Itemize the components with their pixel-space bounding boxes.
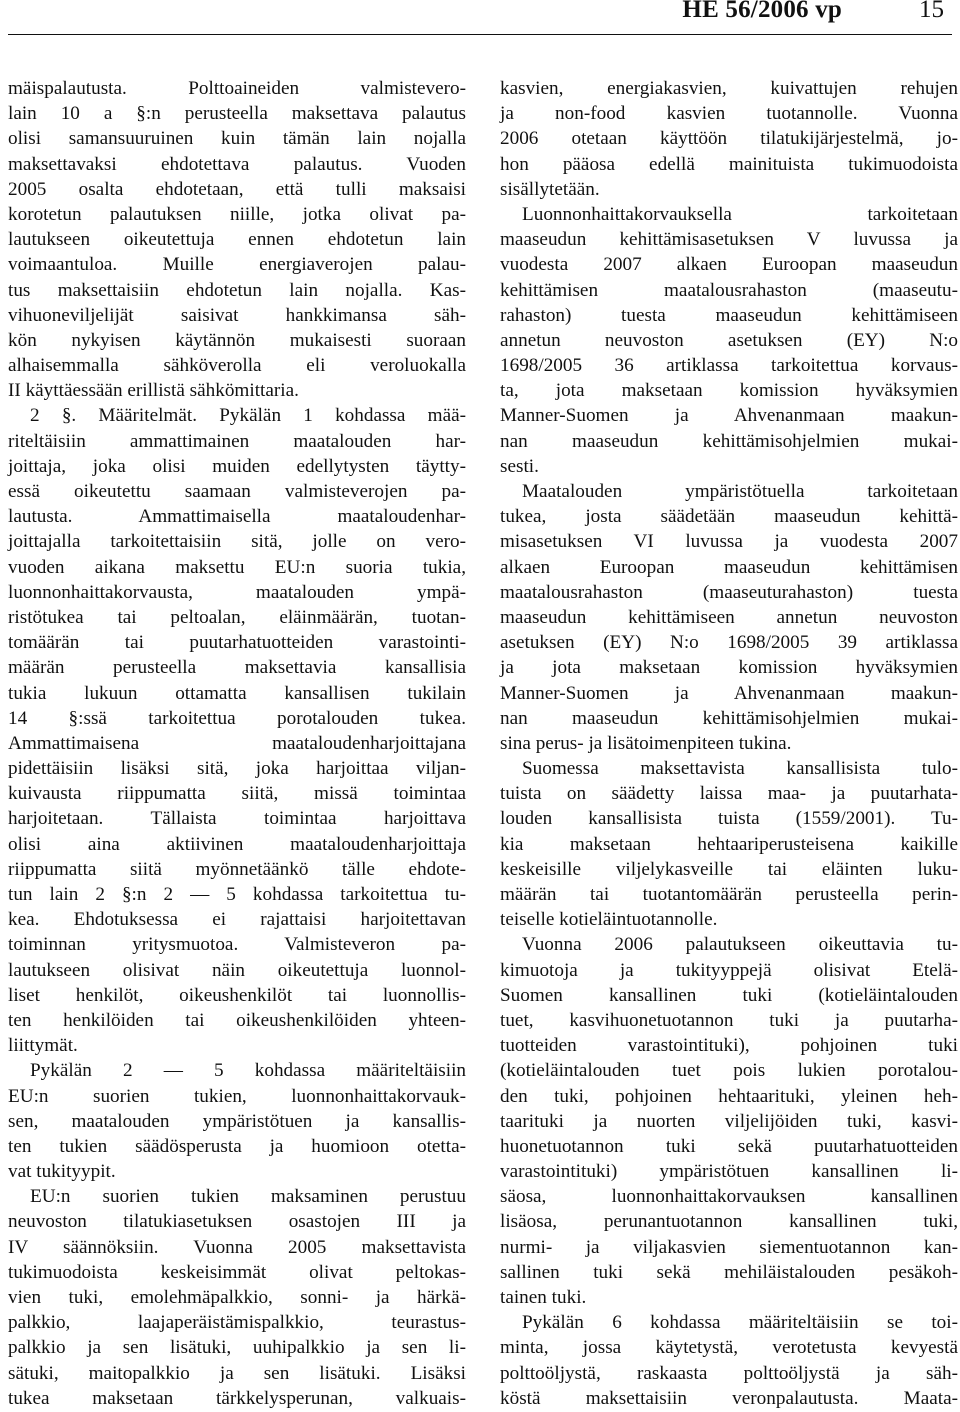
text-line: nan maaseudun kehittämisohjelmien mukai- [500, 430, 958, 452]
text-line: 1698/2005 36 artiklassa tarkoitettua korvaus- [500, 355, 958, 377]
text-line: essä oikeutettu saamaan valmisteverojen pa- [8, 481, 466, 502]
page-number: 15 [919, 0, 944, 23]
text-line: Pykälän 2 — 5 kohdassa määriteltäisiin [30, 1060, 466, 1082]
text-line: rahaston) tuesta maaseudun kehittämiseen [500, 304, 958, 326]
text-line: tukimuodoista keskeisimmät olivat peltokas- [8, 1261, 466, 1283]
text-line: riippumatta siitä myönnetäänkö tälle ehdote- [8, 858, 466, 880]
text-line: lautukseen olisivat näin oikeutettuja luonnol- [8, 959, 466, 981]
text-line: kia maksetaan hehtaariperusteisena kaikille [500, 833, 958, 855]
text-line: voimaantuloa. Muille energiaverojen palau- [8, 254, 466, 276]
text-line: säosa, luonnonhaittakorvauksen kansallinen [500, 1186, 958, 1208]
text-line: lautusta. Ammattimaisella maataloudenhar- [8, 506, 466, 528]
text-line: polttoöljystä, raskaasta polttoöljystä ja säh- [500, 1362, 958, 1384]
text-line: kehittämisen maatalousrahaston (maaseutu- [500, 279, 958, 301]
text-line: mäispalautusta. Polttoaineiden valmistevero- [8, 78, 466, 99]
text-line: maatalousrahaston (maaseuturahaston) tuesta [500, 581, 958, 603]
text-line: tukea, josta säädetään maaseudun kehittä- [500, 506, 958, 528]
text-line: EU:n suorien tukien, luonnonhaittakorvauk- [8, 1085, 466, 1107]
text-line: maksettavaksi ehdotettava palautus. Vuoden [8, 153, 466, 175]
text-line: sallinen tuki sekä mehiläistalouden pesäkoh- [500, 1261, 958, 1283]
text-line: 2005 osalta ehdotetaan, että tulli maksaisi [8, 178, 466, 200]
text-line: huonetuotannon tuki sekä puutarhatuotteiden [500, 1135, 958, 1157]
text-line: ja non-food kasvien tuotannolle. Vuonna [500, 103, 958, 125]
text-line: sen, maatalouden ympäristötuen ja kansallis- [8, 1110, 466, 1132]
text-line: ta, jota maksetaan komission hyväksymien [500, 380, 958, 402]
text-line: alkaen Euroopan maaseudun kehittämisen [500, 556, 958, 578]
text-line: vihuoneviljelijät saisivat hankkimansa säh- [8, 304, 466, 326]
text-line: ja jota maksetaan komission hyväksymien [500, 657, 958, 679]
text-line: annetun neuvoston asetuksen (EY) N:o [500, 329, 958, 351]
text-line: olisi samansuuruinen kuin tämän lain nojalla [8, 128, 466, 150]
text-line: (kotieläintalouden tuet pois lukien porotalou- [500, 1060, 958, 1082]
running-title: HE 56/2006 vp [682, 0, 842, 23]
text-line: EU:n suorien tukien maksaminen perustuu [30, 1186, 466, 1208]
text-line: olisi aina aktiivinen maataloudenharjoittaja [8, 833, 466, 855]
text-line: vuodesta 2007 alkaen Euroopan maaseudun [500, 254, 958, 276]
text-line: määrän tai tuotantomäärän perusteella perin- [500, 884, 958, 905]
text-line: Maatalouden ympäristötuella tarkoitetaan [522, 481, 958, 502]
text-line: Pykälän 6 kohdassa määriteltäisiin se toi- [522, 1312, 958, 1334]
text-line: tainen tuki. [500, 1287, 587, 1308]
text-line: toiminnan yritysmuotoa. Valmisteveron pa- [8, 934, 466, 956]
text-line: vuoden aikana maksettu EU:n suoria tukia, [8, 556, 466, 578]
text-line: Vuonna 2006 palautukseen oikeuttavia tu- [522, 934, 958, 956]
text-line: hon pääosa edellä mainituista tukimuodoista [500, 153, 958, 175]
text-line: korotetun palautuksen niille, jotka olivat pa- [8, 203, 466, 225]
text-line: neuvoston tilatukiasetuksen osastojen III ja [8, 1211, 466, 1233]
text-line: vien tuki, emolehmäpalkkio, sonni- ja härkä- [8, 1287, 466, 1308]
text-line: harjoitetaan. Tällaista toimintaa harjoittava [8, 808, 466, 830]
text-line: kasvien, energiakasvien, kuivattujen rehujen [500, 78, 958, 99]
text-line: liittymät. [8, 1035, 78, 1057]
text-line: luonnonhaittakorvausta, maatalouden ympä- [8, 581, 466, 603]
text-line: joittaja, joka olisi muiden edellytysten täytty- [8, 455, 466, 477]
text-line: sesti. [500, 455, 539, 477]
text-line: tuista on säädetty laissa maa- ja puutarhata- [500, 783, 958, 805]
text-line: joittajalla tarkoitettaisiin sitä, jolle on vero- [8, 531, 466, 553]
text-line: IV säännöksiin. Vuonna 2005 maksettavista [8, 1236, 466, 1258]
right-column [500, 76, 958, 1411]
text-line: Manner-Suomen ja Ahvenanmaan maakun- [500, 682, 958, 704]
text-line: lautukseen oikeutettuja ennen ehdotetun lain [8, 229, 466, 251]
text-line: riteltäisiin ammattimainen maatalouden har- [8, 430, 466, 452]
text-line: maaseudun kehittämiseen annetun neuvoston [500, 606, 958, 628]
text-line: Suomessa maksettavista kansallisista tulo- [522, 758, 958, 780]
text-line: sisällytetään. [500, 178, 600, 200]
text-line: 2006 otetaan käyttöön tilatukijärjestelmä, jo- [500, 128, 958, 150]
text-line: II käyttäessään erillistä sähkömittaria. [8, 380, 299, 402]
text-line: tuotteiden varastointituki), pohjoinen tuki [500, 1035, 958, 1057]
text-line: teiselle kotieläintuotannolle. [500, 909, 718, 931]
text-line: keskeisille viljelykasveille tai eläinten luku- [500, 858, 958, 880]
text-line: tus maksettaisiin ehdotetun lain nojalla. Kas- [8, 279, 466, 301]
text-line: minta, jossa käytetystä, verotetusta kevyestä [500, 1337, 958, 1359]
text-line: lisäosa, perunantuotannon kansallinen tuki, [500, 1211, 958, 1233]
text-line: lain 10 a §:n perusteella maksettava palautus [8, 103, 466, 125]
text-line: tuet, kasvihuonetuotannon tuki ja puutarha- [500, 1009, 958, 1031]
text-line: kimuotoja ja tukityyppejä olisivat Etelä- [500, 959, 958, 981]
text-line: kön nykyisen käytännön mukaisesti suoraan [8, 329, 466, 351]
text-line: taarituki ja nuorten viljelijöiden tuki, kasvi- [500, 1110, 958, 1132]
header-rule [8, 34, 952, 35]
left-column [8, 76, 466, 1411]
page-header [8, 0, 952, 64]
text-line: palkkio ja sen lisätuki, uuhipalkkio ja sen li- [8, 1337, 466, 1359]
text-line: varastointituki) ympäristötuen kansallinen li- [500, 1161, 958, 1183]
text-line: alhaisemmalla sähköverolla eli veroluokalla [8, 355, 466, 377]
text-line: pidettäisiin lisäksi sitä, joka harjoittaa viljan- [8, 758, 466, 780]
text-line: 14 §:ssä tarkoitettua porotalouden tukea. [8, 707, 466, 729]
text-line: sina perus- ja lisätoimenpiteen tukina. [500, 732, 792, 754]
text-line: den tuki, pohjoinen hehtaarituki, yleinen heh- [500, 1085, 958, 1107]
text-line: määrän perusteella maksettavia kansallisia [8, 657, 466, 679]
text-line: maaseudun kehittämisasetuksen V luvussa ja [500, 229, 958, 251]
text-line: kuivausta riippumatta siitä, missä toimintaa [8, 783, 466, 805]
text-line: ristötukea tai peltoalan, eläinmäärän, tuotan- [8, 606, 466, 628]
text-line: Manner-Suomen ja Ahvenanmaan maakun- [500, 405, 958, 427]
text-line: tun lain 2 §:n 2 — 5 kohdassa tarkoitettua tu- [8, 884, 466, 905]
text-line: asetuksen (EY) N:o 1698/2005 39 artiklassa [500, 632, 958, 654]
text-line: ten tukien säädösperusta ja huomioon otetta- [8, 1135, 466, 1157]
text-line: vat tukityypit. [8, 1161, 116, 1183]
text-line: kea. Ehdotuksessa ei rajattaisi harjoitettavan [8, 909, 466, 931]
text-line: palkkio, laajaperäistämispalkkio, teurastus- [8, 1312, 466, 1334]
text-line: sätuki, maitopalkkio ja sen lisätuki. Lisäksi [8, 1362, 466, 1384]
text-line: Ammattimaisena maataloudenharjoittajana [8, 732, 466, 754]
text-line: tomäärän tai puutarhatuotteiden varastointi- [8, 632, 466, 654]
text-line: Luonnonhaittakorvauksella tarkoitetaan [522, 203, 958, 225]
text-line: tukia lukuun ottamatta kansallisen tukilain [8, 682, 466, 704]
text-line: liset henkilöt, oikeushenkilöt tai luonnollis- [8, 984, 466, 1006]
text-line: Suomen kansallinen tuki (kotieläintalouden [500, 984, 958, 1006]
text-line: ten henkilöiden tai oikeushenkilöiden yhteen- [8, 1009, 466, 1031]
text-line: louden kansallisista tuista (1559/2001). Tu- [500, 808, 958, 830]
text-line: nan maaseudun kehittämisohjelmien mukai- [500, 707, 958, 729]
text-line: 2 §. Määritelmät. Pykälän 1 kohdassa mää- [30, 405, 466, 427]
text-line: tukea maksetaan tärkkelysperunan, valkuais- [8, 1387, 466, 1409]
text-line: misasetuksen VI luvussa ja vuodesta 2007 [500, 531, 958, 553]
text-line: köstä maksettaisiin veronpalautusta. Maata- [500, 1387, 958, 1409]
text-line: nurmi- ja viljakasvien siementuotannon kan- [500, 1236, 958, 1258]
